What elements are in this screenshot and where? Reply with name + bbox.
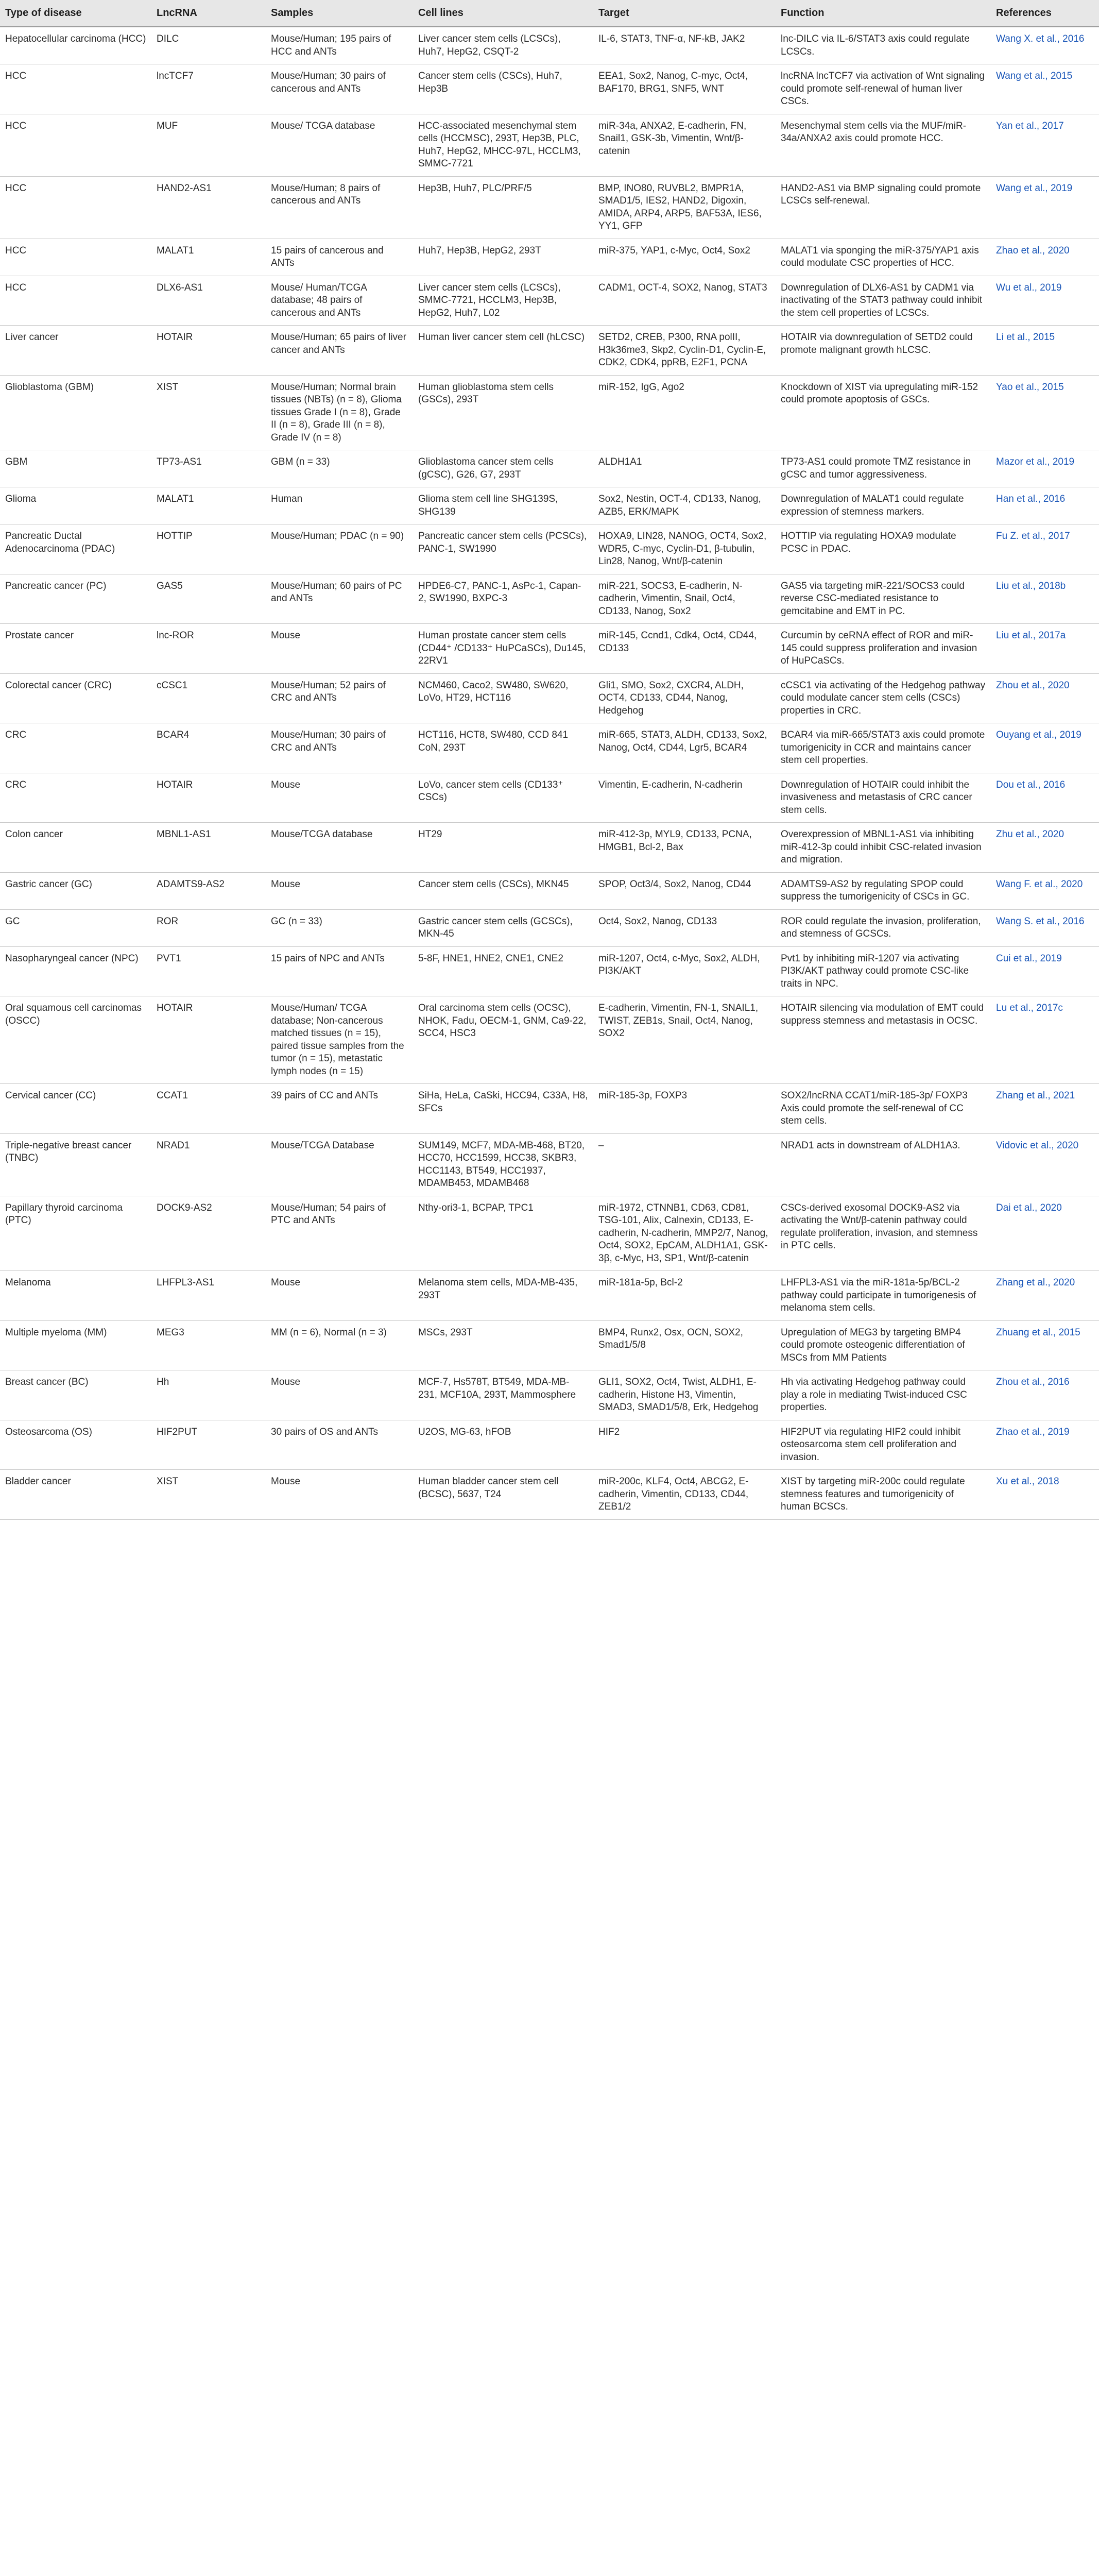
table-row — [0, 909, 1099, 946]
cell-target: BMP, INO80, RUVBL2, BMPR1A, SMAD1/5, IES2, HAND2, Digoxin, AMIDA, ARP4, ARP5, BAF53A, IES6, YY1, GFP — [593, 176, 776, 239]
cell-cell-lines: Glioblastoma cancer stem cells (gCSC), G26, G7, 293T — [413, 450, 593, 487]
cell-cell-lines: HPDE6-C7, PANC-1, AsPc-1, Capan-2, SW1990, BXPC-3 — [413, 574, 593, 624]
cell-reference[interactable]: Han et al., 2016 — [991, 487, 1099, 524]
cell-target: IL-6, STAT3, TNF-α, NF-kB, JAK2 — [593, 27, 776, 64]
cell-cell-lines: Human glioblastoma stem cells (GSCs), 293T — [413, 375, 593, 450]
cell-cell-lines: HCT116, HCT8, SW480, CCD 841 CoN, 293T — [413, 723, 593, 773]
table-row — [0, 673, 1099, 723]
cell-function: HIF2PUT via regulating HIF2 could inhibit osteosarcoma stem cell proliferation and invasion. — [776, 1420, 991, 1470]
cell-cell-lines: Nthy-ori3-1, BCPAP, TPC1 — [413, 1196, 593, 1271]
cell-samples: Mouse/Human; 60 pairs of PC and ANTs — [266, 574, 413, 624]
cell-samples: GBM (n = 33) — [266, 450, 413, 487]
cell-function: Curcumin by ceRNA effect of ROR and miR-145 could suppress proliferation and invasion of HuPCaSCs. — [776, 624, 991, 674]
cell-samples: Mouse — [266, 773, 413, 823]
cell-reference[interactable]: Fu Z. et al., 2017 — [991, 524, 1099, 574]
cell-lncrna: ROR — [151, 909, 266, 946]
table-row — [0, 524, 1099, 574]
cell-lncrna: MEG3 — [151, 1320, 266, 1370]
cell-reference[interactable]: Zhou et al., 2020 — [991, 673, 1099, 723]
table-row — [0, 946, 1099, 996]
cell-disease: Gastric cancer (GC) — [0, 872, 151, 909]
cell-samples: Human — [266, 487, 413, 524]
cell-lncrna: MALAT1 — [151, 487, 266, 524]
cell-cell-lines: U2OS, MG-63, hFOB — [413, 1420, 593, 1470]
cell-cell-lines: NCM460, Caco2, SW480, SW620, LoVo, HT29, HCT116 — [413, 673, 593, 723]
table-row — [0, 114, 1099, 176]
cell-lncrna: DLX6-AS1 — [151, 276, 266, 326]
cell-reference[interactable]: Zhao et al., 2019 — [991, 1420, 1099, 1470]
cell-cell-lines: Cancer stem cells (CSCs), MKN45 — [413, 872, 593, 909]
table-row — [0, 239, 1099, 276]
cell-reference[interactable]: Mazor et al., 2019 — [991, 450, 1099, 487]
cell-samples: Mouse/Human; PDAC (n = 90) — [266, 524, 413, 574]
header-lncrna: LncRNA — [151, 0, 266, 27]
cell-reference[interactable]: Vidovic et al., 2020 — [991, 1133, 1099, 1196]
cell-target: Oct4, Sox2, Nanog, CD133 — [593, 909, 776, 946]
cell-lncrna: DOCK9-AS2 — [151, 1196, 266, 1271]
cell-target: miR-1207, Oct4, c-Myc, Sox2, ALDH, PI3K/AKT — [593, 946, 776, 996]
cell-cell-lines: Melanoma stem cells, MDA-MB-435, 293T — [413, 1271, 593, 1321]
header-cell-lines: Cell lines — [413, 0, 593, 27]
cell-reference[interactable]: Zhang et al., 2020 — [991, 1271, 1099, 1321]
table-row — [0, 1196, 1099, 1271]
cell-samples: GC (n = 33) — [266, 909, 413, 946]
cell-cell-lines: Pancreatic cancer stem cells (PCSCs), PANC-1, SW1990 — [413, 524, 593, 574]
cell-function: CSCs-derived exosomal DOCK9-AS2 via activating the Wnt/β-catenin pathway could regulate proliferation, invasion, and stemness in PTC cells. — [776, 1196, 991, 1271]
cell-function: cCSC1 via activating of the Hedgehog pathway could modulate cancer stem cells (CSCs) properties in CRC. — [776, 673, 991, 723]
cell-disease: Breast cancer (BC) — [0, 1370, 151, 1420]
cell-lncrna: DILC — [151, 27, 266, 64]
cell-disease: Bladder cancer — [0, 1470, 151, 1520]
cell-target: HIF2 — [593, 1420, 776, 1470]
header-function: Function — [776, 0, 991, 27]
cell-reference[interactable]: Wang et al., 2015 — [991, 64, 1099, 114]
cell-lncrna: GAS5 — [151, 574, 266, 624]
cell-reference[interactable]: Zhao et al., 2020 — [991, 239, 1099, 276]
cell-function: HOTTIP via regulating HOXA9 modulate PCSC in PDAC. — [776, 524, 991, 574]
cell-lncrna: HOTAIR — [151, 326, 266, 376]
cell-samples: Mouse — [266, 624, 413, 674]
cell-cell-lines: MSCs, 293T — [413, 1320, 593, 1370]
cell-lncrna: HAND2-AS1 — [151, 176, 266, 239]
cell-reference[interactable]: Liu et al., 2017a — [991, 624, 1099, 674]
cell-disease: Liver cancer — [0, 326, 151, 376]
cell-disease: Triple-negative breast cancer (TNBC) — [0, 1133, 151, 1196]
cell-reference[interactable]: Zhu et al., 2020 — [991, 823, 1099, 873]
cell-disease: Cervical cancer (CC) — [0, 1084, 151, 1134]
cell-reference[interactable]: Ouyang et al., 2019 — [991, 723, 1099, 773]
cell-target: ALDH1A1 — [593, 450, 776, 487]
cell-lncrna: TP73-AS1 — [151, 450, 266, 487]
table-row — [0, 1420, 1099, 1470]
cell-lncrna: XIST — [151, 1470, 266, 1520]
cell-lncrna: Hh — [151, 1370, 266, 1420]
cell-disease: HCC — [0, 276, 151, 326]
cell-cell-lines: Liver cancer stem cells (LCSCs), Huh7, HepG2, CSQT-2 — [413, 27, 593, 64]
cell-function: Downregulation of HOTAIR could inhibit the invasiveness and metastasis of CRC cancer stem cells. — [776, 773, 991, 823]
cell-disease: HCC — [0, 114, 151, 176]
cell-target: BMP4, Runx2, Osx, OCN, SOX2, Smad1/5/8 — [593, 1320, 776, 1370]
cell-samples: Mouse — [266, 872, 413, 909]
cell-function: TP73-AS1 could promote TMZ resistance in gCSC and tumor aggressiveness. — [776, 450, 991, 487]
cell-target: miR-221, SOCS3, E-cadherin, N-cadherin, Vimentin, Snail, Oct4, CD133, Nanog, Sox2 — [593, 574, 776, 624]
cell-function: MALAT1 via sponging the miR-375/YAP1 axis could modulate CSC properties of HCC. — [776, 239, 991, 276]
cell-lncrna: XIST — [151, 375, 266, 450]
header-references: References — [991, 0, 1099, 27]
table-row — [0, 1470, 1099, 1520]
cell-cell-lines: Human bladder cancer stem cell (BCSC), 5637, T24 — [413, 1470, 593, 1520]
header-type-of-disease: Type of disease — [0, 0, 151, 27]
cell-disease: Oral squamous cell carcinomas (OSCC) — [0, 996, 151, 1084]
cell-samples: Mouse/Human; 52 pairs of CRC and ANTs — [266, 673, 413, 723]
table-row — [0, 1370, 1099, 1420]
cell-samples: Mouse — [266, 1470, 413, 1520]
cell-samples: Mouse/Human; 30 pairs of CRC and ANTs — [266, 723, 413, 773]
cell-reference[interactable]: Dou et al., 2016 — [991, 773, 1099, 823]
cell-cell-lines: Glioma stem cell line SHG139S, SHG139 — [413, 487, 593, 524]
table-row — [0, 1084, 1099, 1134]
table-row — [0, 1271, 1099, 1321]
table-row — [0, 64, 1099, 114]
cell-target: HOXA9, LIN28, NANOG, OCT4, Sox2, WDR5, C-myc, Cyclin-D1, β-tubulin, Lin28, Nanog, Wnt/β-catenin — [593, 524, 776, 574]
cell-function: Overexpression of MBNL1-AS1 via inhibiting miR-412-3p could inhibit CSC-related invasion and migration. — [776, 823, 991, 873]
cell-cell-lines: HT29 — [413, 823, 593, 873]
cell-samples: Mouse — [266, 1370, 413, 1420]
cell-disease: Colon cancer — [0, 823, 151, 873]
cell-reference[interactable]: Wang X. et al., 2016 — [991, 27, 1099, 64]
cell-target: miR-1972, CTNNB1, CD63, CD81, TSG-101, Alix, Calnexin, CD133, E-cadherin, N-cadherin, MMP2/7, Nanog, Oct4, SOX2, EpCAM, ALDH1A1, GSK-3β, c-Myc, H3, SP1, Wnt/β-catenin — [593, 1196, 776, 1271]
cell-cell-lines: HCC-associated mesenchymal stem cells (HCCMSC), 293T, Hep3B, PLC, Huh7, HepG2, MHCC-97L, HCCLM3, SMMC-7721 — [413, 114, 593, 176]
cell-reference[interactable]: Wang et al., 2019 — [991, 176, 1099, 239]
cell-reference[interactable]: Wang S. et al., 2016 — [991, 909, 1099, 946]
cell-function: Upregulation of MEG3 by targeting BMP4 could promote osteogenic differentiation of MSCs from MM Patients — [776, 1320, 991, 1370]
table-body — [0, 27, 1099, 1519]
table-row — [0, 574, 1099, 624]
cell-lncrna: MALAT1 — [151, 239, 266, 276]
cell-target: EEA1, Sox2, Nanog, C-myc, Oct4, BAF170, BRG1, SNF5, WNT — [593, 64, 776, 114]
cell-function: BCAR4 via miR-665/STAT3 axis could promote tumorigenicity in CCR and maintains cancer stem cell properties. — [776, 723, 991, 773]
cell-target: miR-34a, ANXA2, E-cadherin, FN, Snail1, GSK-3b, Vimentin, Wnt/β-catenin — [593, 114, 776, 176]
table-row — [0, 487, 1099, 524]
cell-lncrna: cCSC1 — [151, 673, 266, 723]
cell-reference[interactable]: Liu et al., 2018b — [991, 574, 1099, 624]
table-row — [0, 996, 1099, 1084]
cell-disease: Pancreatic Ductal Adenocarcinoma (PDAC) — [0, 524, 151, 574]
cell-target: – — [593, 1133, 776, 1196]
cell-disease: Colorectal cancer (CRC) — [0, 673, 151, 723]
cell-function: NRAD1 acts in downstream of ALDH1A3. — [776, 1133, 991, 1196]
cell-samples: 15 pairs of NPC and ANTs — [266, 946, 413, 996]
cell-target: E-cadherin, Vimentin, FN-1, SNAIL1, TWIST, ZEB1s, Snail, Oct4, Nanog, SOX2 — [593, 996, 776, 1084]
cell-target: SETD2, CREB, P300, RNA polII, H3k36me3, Skp2, Cyclin-D1, Cyclin-E, CDK2, CDK4, ppRB, E2F1, PCNA — [593, 326, 776, 376]
cell-reference[interactable]: Zhuang et al., 2015 — [991, 1320, 1099, 1370]
cell-samples: Mouse/ TCGA database — [266, 114, 413, 176]
header-row — [0, 0, 1099, 27]
cell-lncrna: lncTCF7 — [151, 64, 266, 114]
cell-disease: Glioma — [0, 487, 151, 524]
cell-disease: CRC — [0, 723, 151, 773]
cell-target: Gli1, SMO, Sox2, CXCR4, ALDH, OCT4, CD133, CD44, Nanog, Hedgehog — [593, 673, 776, 723]
cell-lncrna: HOTAIR — [151, 996, 266, 1084]
table-row — [0, 326, 1099, 376]
cell-reference[interactable]: Lu et al., 2017c — [991, 996, 1099, 1084]
table-row — [0, 823, 1099, 873]
cell-cell-lines: 5-8F, HNE1, HNE2, CNE1, CNE2 — [413, 946, 593, 996]
cell-target: SPOP, Oct3/4, Sox2, Nanog, CD44 — [593, 872, 776, 909]
cell-target: miR-665, STAT3, ALDH, CD133, Sox2, Nanog, Oct4, CD44, Lgr5, BCAR4 — [593, 723, 776, 773]
cell-samples: Mouse/Human; Normal brain tissues (NBTs) (n = 8), Glioma tissues Grade I (n = 8), Grade II (n = 8), Grade III (n = 8), Grade IV (n = 8) — [266, 375, 413, 450]
cell-cell-lines: Hep3B, Huh7, PLC/PRF/5 — [413, 176, 593, 239]
cell-lncrna: lnc-ROR — [151, 624, 266, 674]
cell-function: lncRNA lncTCF7 via activation of Wnt signaling could promote self-renewal of human liver CSCs. — [776, 64, 991, 114]
cell-disease: HCC — [0, 64, 151, 114]
cell-function: SOX2/lncRNA CCAT1/miR-185-3p/ FOXP3 Axis could promote the self-renewal of CC stem cells. — [776, 1084, 991, 1134]
header-samples: Samples — [266, 0, 413, 27]
cell-reference[interactable]: Xu et al., 2018 — [991, 1470, 1099, 1520]
cell-disease: HCC — [0, 239, 151, 276]
table-row — [0, 276, 1099, 326]
cell-target: miR-152, IgG, Ago2 — [593, 375, 776, 450]
cell-lncrna: HOTAIR — [151, 773, 266, 823]
table-row — [0, 773, 1099, 823]
cell-cell-lines: SiHa, HeLa, CaSki, HCC94, C33A, H8, SFCs — [413, 1084, 593, 1134]
cell-lncrna: PVT1 — [151, 946, 266, 996]
table-row — [0, 375, 1099, 450]
cell-reference[interactable]: Yan et al., 2017 — [991, 114, 1099, 176]
cell-disease: Prostate cancer — [0, 624, 151, 674]
cell-samples: Mouse/Human; 65 pairs of liver cancer and ANTs — [266, 326, 413, 376]
cell-target: GLI1, SOX2, Oct4, Twist, ALDH1, E-cadherin, Histone H3, Vimentin, SMAD3, SMAD1/5/8, Erk, Hedgehog — [593, 1370, 776, 1420]
cell-lncrna: LHFPL3-AS1 — [151, 1271, 266, 1321]
cell-function: Mesenchymal stem cells via the MUF/miR-34a/ANXA2 axis could promote HCC. — [776, 114, 991, 176]
cell-function: XIST by targeting miR-200c could regulate stemness features and tumorigenicity of human BCSCs. — [776, 1470, 991, 1520]
cell-disease: GBM — [0, 450, 151, 487]
cell-disease: Multiple myeloma (MM) — [0, 1320, 151, 1370]
cell-target: CADM1, OCT-4, SOX2, Nanog, STAT3 — [593, 276, 776, 326]
cell-cell-lines: Human prostate cancer stem cells (CD44⁺ /CD133⁺ HuPCaSCs), Du145, 22RV1 — [413, 624, 593, 674]
cell-reference[interactable]: Dai et al., 2020 — [991, 1196, 1099, 1271]
cell-target: Sox2, Nestin, OCT-4, CD133, Nanog, AZB5, ERK/MAPK — [593, 487, 776, 524]
cell-function: lnc-DILC via IL-6/STAT3 axis could regulate LCSCs. — [776, 27, 991, 64]
cell-reference[interactable]: Cui et al., 2019 — [991, 946, 1099, 996]
cell-target: miR-145, Ccnd1, Cdk4, Oct4, CD44, CD133 — [593, 624, 776, 674]
cell-target: miR-412-3p, MYL9, CD133, PCNA, HMGB1, Bcl-2, Bax — [593, 823, 776, 873]
cell-cell-lines: Cancer stem cells (CSCs), Huh7, Hep3B — [413, 64, 593, 114]
cell-disease: Glioblastoma (GBM) — [0, 375, 151, 450]
cell-samples: Mouse/Human; 54 pairs of PTC and ANTs — [266, 1196, 413, 1271]
cell-target: miR-185-3p, FOXP3 — [593, 1084, 776, 1134]
cell-target: Vimentin, E-cadherin, N-cadherin — [593, 773, 776, 823]
cell-disease: Hepatocellular carcinoma (HCC) — [0, 27, 151, 64]
cell-function: Hh via activating Hedgehog pathway could play a role in mediating Twist-induced CSC properties. — [776, 1370, 991, 1420]
cell-samples: 15 pairs of cancerous and ANTs — [266, 239, 413, 276]
cell-lncrna: MBNL1-AS1 — [151, 823, 266, 873]
cell-function: HOTAIR silencing via modulation of EMT could suppress stemness and metastasis in OCSC. — [776, 996, 991, 1084]
cell-samples: Mouse/TCGA Database — [266, 1133, 413, 1196]
cell-lncrna: HOTTIP — [151, 524, 266, 574]
cell-disease: Papillary thyroid carcinoma (PTC) — [0, 1196, 151, 1271]
table-row — [0, 723, 1099, 773]
cell-function: ROR could regulate the invasion, proliferation, and stemness of GCSCs. — [776, 909, 991, 946]
cell-function: Knockdown of XIST via upregulating miR-152 could promote apoptosis of GSCs. — [776, 375, 991, 450]
cell-disease: Nasopharyngeal cancer (NPC) — [0, 946, 151, 996]
cell-reference[interactable]: Zhang et al., 2021 — [991, 1084, 1099, 1134]
cell-lncrna: ADAMTS9-AS2 — [151, 872, 266, 909]
cell-target: miR-200c, KLF4, Oct4, ABCG2, E-cadherin, Vimentin, CD133, CD44, ZEB1/2 — [593, 1470, 776, 1520]
cell-samples: Mouse/TCGA database — [266, 823, 413, 873]
cell-disease: Osteosarcoma (OS) — [0, 1420, 151, 1470]
cell-samples: Mouse/Human; 195 pairs of HCC and ANTs — [266, 27, 413, 64]
cell-disease: Melanoma — [0, 1271, 151, 1321]
cell-cell-lines: Human liver cancer stem cell (hLCSC) — [413, 326, 593, 376]
cell-cell-lines: Liver cancer stem cells (LCSCs), SMMC-7721, HCCLM3, Hep3B, HepG2, Huh7, L02 — [413, 276, 593, 326]
cell-target: miR-375, YAP1, c-Myc, Oct4, Sox2 — [593, 239, 776, 276]
cell-reference[interactable]: Wang F. et al., 2020 — [991, 872, 1099, 909]
cell-disease: Pancreatic cancer (PC) — [0, 574, 151, 624]
cell-lncrna: HIF2PUT — [151, 1420, 266, 1470]
table-row — [0, 450, 1099, 487]
cell-function: ADAMTS9-AS2 by regulating SPOP could suppress the tumorigenicity of CSCs in GC. — [776, 872, 991, 909]
cell-samples: Mouse/Human; 8 pairs of cancerous and ANTs — [266, 176, 413, 239]
cell-samples: MM (n = 6), Normal (n = 3) — [266, 1320, 413, 1370]
cell-disease: GC — [0, 909, 151, 946]
cell-samples: 39 pairs of CC and ANTs — [266, 1084, 413, 1134]
table-row — [0, 1320, 1099, 1370]
cell-reference[interactable]: Zhou et al., 2016 — [991, 1370, 1099, 1420]
cell-samples: Mouse/Human; 30 pairs of cancerous and ANTs — [266, 64, 413, 114]
cell-function: HOTAIR via downregulation of SETD2 could promote malignant growth hLCSC. — [776, 326, 991, 376]
header-target: Target — [593, 0, 776, 27]
cell-function: Downregulation of MALAT1 could regulate expression of stemness markers. — [776, 487, 991, 524]
cell-samples: 30 pairs of OS and ANTs — [266, 1420, 413, 1470]
table-row — [0, 872, 1099, 909]
cell-cell-lines: LoVo, cancer stem cells (CD133⁺ CSCs) — [413, 773, 593, 823]
cell-disease: CRC — [0, 773, 151, 823]
cell-function: Downregulation of DLX6-AS1 by CADM1 via inactivating of the STAT3 pathway could inhibit the stem cell properties of LCSCs. — [776, 276, 991, 326]
cell-cell-lines: SUM149, MCF7, MDA-MB-468, BT20, HCC70, HCC1599, HCC38, SKBR3, HCC1143, BT549, HCC1937, MDAMB453, MDAMB468 — [413, 1133, 593, 1196]
cell-function: LHFPL3-AS1 via the miR-181a-5p/BCL-2 pathway could participate in tumorigenesis of melanoma stem cells. — [776, 1271, 991, 1321]
cell-function: Pvt1 by inhibiting miR-1207 via activating PI3K/AKT pathway could promote CSC-like traits in NPC. — [776, 946, 991, 996]
cell-samples: Mouse/ Human/TCGA database; 48 pairs of cancerous and ANTs — [266, 276, 413, 326]
cell-disease: HCC — [0, 176, 151, 239]
table-row — [0, 27, 1099, 64]
cell-reference[interactable]: Li et al., 2015 — [991, 326, 1099, 376]
cell-cell-lines: Huh7, Hep3B, HepG2, 293T — [413, 239, 593, 276]
table-row — [0, 624, 1099, 674]
cell-cell-lines: Oral carcinoma stem cells (OCSC), NHOK, Fadu, OECM-1, GNM, Ca9-22, SCC4, HSC3 — [413, 996, 593, 1084]
cell-samples: Mouse/Human/ TCGA database; Non-cancerous matched tissues (n = 15), paired tissue samples from the tumor (n = 15), metastatic lymph nodes (n = 15) — [266, 996, 413, 1084]
cell-function: HAND2-AS1 via BMP signaling could promote LCSCs self-renewal. — [776, 176, 991, 239]
cell-samples: Mouse — [266, 1271, 413, 1321]
cell-reference[interactable]: Yao et al., 2015 — [991, 375, 1099, 450]
cell-cell-lines: Gastric cancer stem cells (GCSCs), MKN-45 — [413, 909, 593, 946]
cell-lncrna: NRAD1 — [151, 1133, 266, 1196]
cell-function: GAS5 via targeting miR-221/SOCS3 could reverse CSC-mediated resistance to gemcitabine and EMT in PC. — [776, 574, 991, 624]
table-header — [0, 0, 1099, 27]
table-row — [0, 176, 1099, 239]
cell-lncrna: MUF — [151, 114, 266, 176]
cell-reference[interactable]: Wu et al., 2019 — [991, 276, 1099, 326]
cell-lncrna: CCAT1 — [151, 1084, 266, 1134]
cell-cell-lines: MCF-7, Hs578T, BT549, MDA-MB-231, MCF10A, 293T, Mammosphere — [413, 1370, 593, 1420]
table-row — [0, 1133, 1099, 1196]
cell-target: miR-181a-5p, Bcl-2 — [593, 1271, 776, 1321]
cell-lncrna: BCAR4 — [151, 723, 266, 773]
